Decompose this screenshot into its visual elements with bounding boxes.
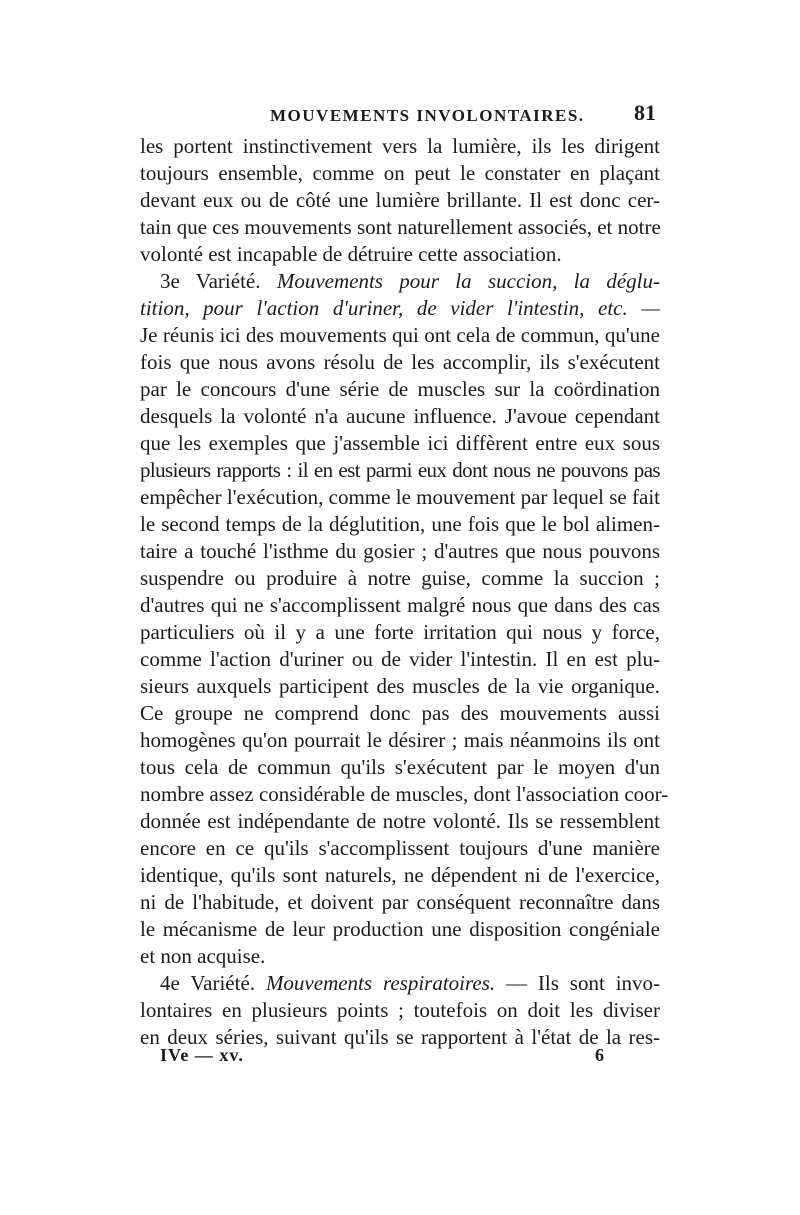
text-line: taire a touché l'isthme du gosier ; d'autres que nous pouvons [140, 539, 660, 563]
page-footer [140, 1045, 660, 1075]
text-line: toujours ensemble, comme on peut le constater en plaçant [140, 161, 660, 185]
text-line: identique, qu'ils sont naturels, ne dépendent ni de l'exercice, [140, 863, 660, 887]
body-text [140, 133, 669, 1051]
text-line: tous cela de commun qu'ils s'exécutent par le moyen d'un [140, 755, 660, 779]
text-line: le mécanisme de leur production une disposition congéniale [140, 917, 660, 941]
text-line: par le concours d'une série de muscles sur la coördination [140, 377, 660, 401]
text-line: homogènes qu'on pourrait le désirer ; mais néanmoins ils ont [140, 728, 660, 752]
variety-label: 3e Variété. [160, 269, 261, 293]
text-line: nombre assez considérable de muscles, dont l'association coor- [140, 782, 669, 806]
text-line: ni de l'habitude, et doivent par conséquent reconnaître dans [140, 890, 660, 914]
text-line: particuliers où il y a une forte irritation qui nous y force, [140, 620, 660, 644]
text-line: devant eux ou de côté une lumière brillante. Il est donc cer- [140, 188, 660, 212]
variety-label: 4e Variété. [160, 971, 256, 995]
text-line: empêcher l'exécution, comme le mouvement par lequel se fait [140, 485, 660, 509]
page-number: 81 [634, 100, 656, 125]
text-line: fois que nous avons résolu de les accomplir, ils s'exécutent [140, 350, 660, 374]
text-line: donnée est indépendante de notre volonté. Ils se ressemblent [140, 809, 660, 833]
variety-title: Mouvements pour la succion, la déglu- [276, 269, 660, 293]
text-line: que les exemples que j'assemble ici diffèrent entre eux sous [140, 431, 660, 455]
printer-signature: IVe — xv. [160, 1045, 244, 1065]
text-line: Je réunis ici des mouvements qui ont cela de commun, qu'une [140, 323, 660, 347]
text-line: suspendre ou produire à notre guise, comme la succion ; [140, 566, 660, 590]
text-line: volonté est incapable de détruire cette association. [140, 242, 562, 266]
text-line: les portent instinctivement vers la lumière, ils les dirigent [140, 134, 660, 158]
text-line: Ce groupe ne comprend donc pas des mouvements aussi [140, 701, 660, 725]
text-line: d'autres qui ne s'accomplissent malgré nous que dans des cas [140, 593, 660, 617]
running-head: MOUVEMENTS INVOLONTAIRES. [270, 106, 585, 125]
variety-heading-3 [140, 268, 660, 295]
text-line: tain que ces mouvements sont naturellement associés, et notre [140, 215, 661, 239]
sheet-number: 6 [595, 1045, 604, 1065]
text-line: sieurs auxquels participent des muscles de la vie organique. [140, 674, 660, 698]
text-line: desquels la volonté n'a aucune influence. J'avoue cependant [140, 404, 660, 428]
text-line: lontaires en plusieurs points ; toutefois on doit les diviser [140, 998, 660, 1022]
variety-text: — Ils sont invo- [506, 971, 661, 995]
variety-title: Mouvements respiratoires. [265, 971, 496, 995]
text-line: et non acquise. [140, 944, 266, 968]
variety-heading-4 [140, 970, 660, 997]
text-line: plusieurs rapports : il en est parmi eux dont nous ne pouvons pas [140, 458, 660, 482]
text-line: en deux séries, suivant qu'ils se rapportent à l'état de la res- [140, 1025, 660, 1049]
text-line: le second temps de la déglutition, une fois que le bol alimen- [140, 512, 660, 536]
text-line: comme l'action d'uriner ou de vider l'intestin. Il en est plu- [140, 647, 660, 671]
text-line: tition, pour l'action d'uriner, de vider l'intestin, etc. — [140, 296, 660, 320]
text-line: encore en ce qu'ils s'accomplissent toujours d'une manière [140, 836, 660, 860]
page-header [140, 100, 660, 132]
